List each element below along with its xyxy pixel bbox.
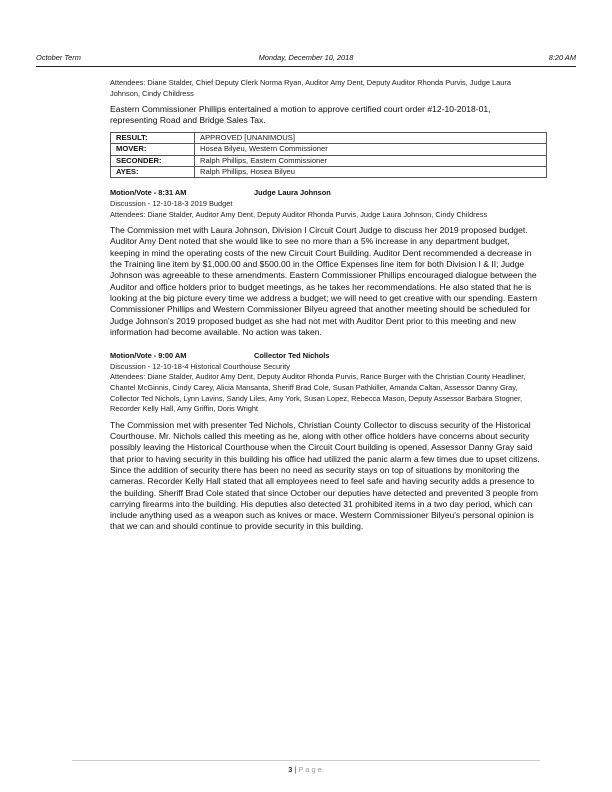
- section3-motion-subject: Collector Ted Nichols: [254, 351, 330, 361]
- header-divider: [36, 66, 576, 67]
- footer-separator: |: [294, 765, 297, 774]
- section2-body: The Commission met with Laura Johnson, Division I Circuit Court Judge to discuss her 2019 proposed budget. Auditor Amy Dent noted that she would like to see no more than a 5% increase in any department budget, keeping in mind the operating costs of the new Circuit Court Building. Auditor Dent recommended a decrease in the Training line item by $1,000.00 and $500.00 in the Office Expenses line item for both Division I & II; Judge Johnson was agreeable to these amendments. Eastern Commissioner Phillips encouraged dialogue between the Auditor and office holders prior to budget meetings, as he takes her recommendations. He also stated that he is looking at the big picture every time we address a budget; we will need to get creative with our spending. Eastern Commissioner Phillips and Western Commissioner Bilyeu agreed that another meeting should be scheduled for Judge Johnson's 2019 proposed budget as she had not met with Auditor Dent prior to this meeting and new information had become available. No action was taken.: [110, 225, 538, 337]
- vote-row-result: [111, 132, 547, 143]
- section3-motion-time: Motion/Vote - 9:00 AM: [110, 351, 187, 361]
- page-label: Page: [298, 765, 324, 774]
- vote-value: Hosea Bilyeu, Western Commissioner: [195, 144, 547, 155]
- section1-attendees: Attendees: Diane Stalder, Chief Deputy Clerk Norma Ryan, Auditor Amy Dent, Deputy Auditor Rhonda Purvis, Judge Laura Johnson, Cindy Childress: [110, 78, 511, 98]
- footer-divider: [72, 760, 540, 761]
- header-time: 8:20 AM: [548, 53, 576, 62]
- section2-motion-subject: Judge Laura Johnson: [254, 188, 331, 198]
- vote-result-table: [110, 132, 547, 179]
- vote-row-seconder: [111, 155, 547, 166]
- section2-attendees: Attendees: Diane Stalder, Auditor Amy Dent, Deputy Auditor Rhonda Purvis, Judge Laura Johnson, Cindy Childress: [110, 209, 488, 219]
- section2-motion-heading: [110, 188, 540, 199]
- vote-key: RESULT:: [111, 132, 195, 143]
- minutes-content: [110, 78, 540, 533]
- page-number: 3: [288, 765, 293, 774]
- page-footer: [0, 765, 612, 774]
- header-date: Monday, December 10, 2018: [258, 53, 354, 62]
- section1-motion-text: Eastern Commissioner Phillips entertained a motion to approve certified court order #12-10-2018-01, representing Road and Bridge Sales Tax.: [110, 104, 491, 126]
- section3-body: The Commission met with presenter Ted Nichols, Christian County Collector to discuss security of the Historical Courthouse. Mr. Nichols called this meeting as he, along with other office holders have concerns about security possibly leaving the Historical Courthouse when the Circuit Court building is opened. Assessor Danny Gray said that prior to having security in this building his office had utilized the panic alarm a few times due to upset citizens. Since the addition of security there has been no need as security stays on top of situations by monitoring the cameras. Recorder Kelly Hall stated that all employees need to feel safe and having security adds a presence to the building. Sheriff Brad Cole stated that since October our deputies have detected and prevented 3 people from carrying firearms into the building. His deputies also detected 31 prohibited items in a two day period, which can include anything used as a weapon such as knives or mace. Western Commissioner Bilyeu's personal opinion is that we can and should continue to provide security in this building.: [110, 419, 540, 532]
- vote-key: AYES:: [111, 167, 195, 178]
- section3-discussion: Discussion - 12-10-18-4 Historical Courthouse Security: [110, 361, 290, 371]
- vote-key: MOVER:: [111, 144, 195, 155]
- page-header: [36, 53, 576, 65]
- section3-attendees: Attendees: Diane Stalder, Auditor Amy Dent, Deputy Auditor Rhonda Purvis, Rance Burger with the Christian County Headliner, Chantel McGinnis, Cindy Carey, Alicia Mansanta, Sheriff Brad Cole, Susan Pathkiller, Amanda Caltan, Assessor Danny Gray, Collector Ted Nichols, Lynn Lavins, Sandy Liles, Amy York, Susan Lopez, Rebecca Mason, Deputy Assessor Barbara Stogner, Recorder Kelly Hall, Amy Griffin, Doris Wright: [110, 372, 526, 414]
- section3-motion-heading: [110, 351, 540, 362]
- vote-value: Ralph Phillips, Eastern Commissioner: [195, 155, 547, 166]
- section2-motion-time: Motion/Vote - 8:31 AM: [110, 188, 187, 198]
- vote-row-ayes: [111, 167, 547, 178]
- header-term: October Term: [36, 53, 81, 62]
- vote-key: SECONDER:: [111, 155, 195, 166]
- vote-value: Ralph Phillips, Hosea Bilyeu: [195, 167, 547, 178]
- vote-value: APPROVED [UNANIMOUS]: [195, 132, 547, 143]
- vote-row-mover: [111, 144, 547, 155]
- section2-discussion: Discussion - 12-10-18-3 2019 Budget: [110, 199, 233, 208]
